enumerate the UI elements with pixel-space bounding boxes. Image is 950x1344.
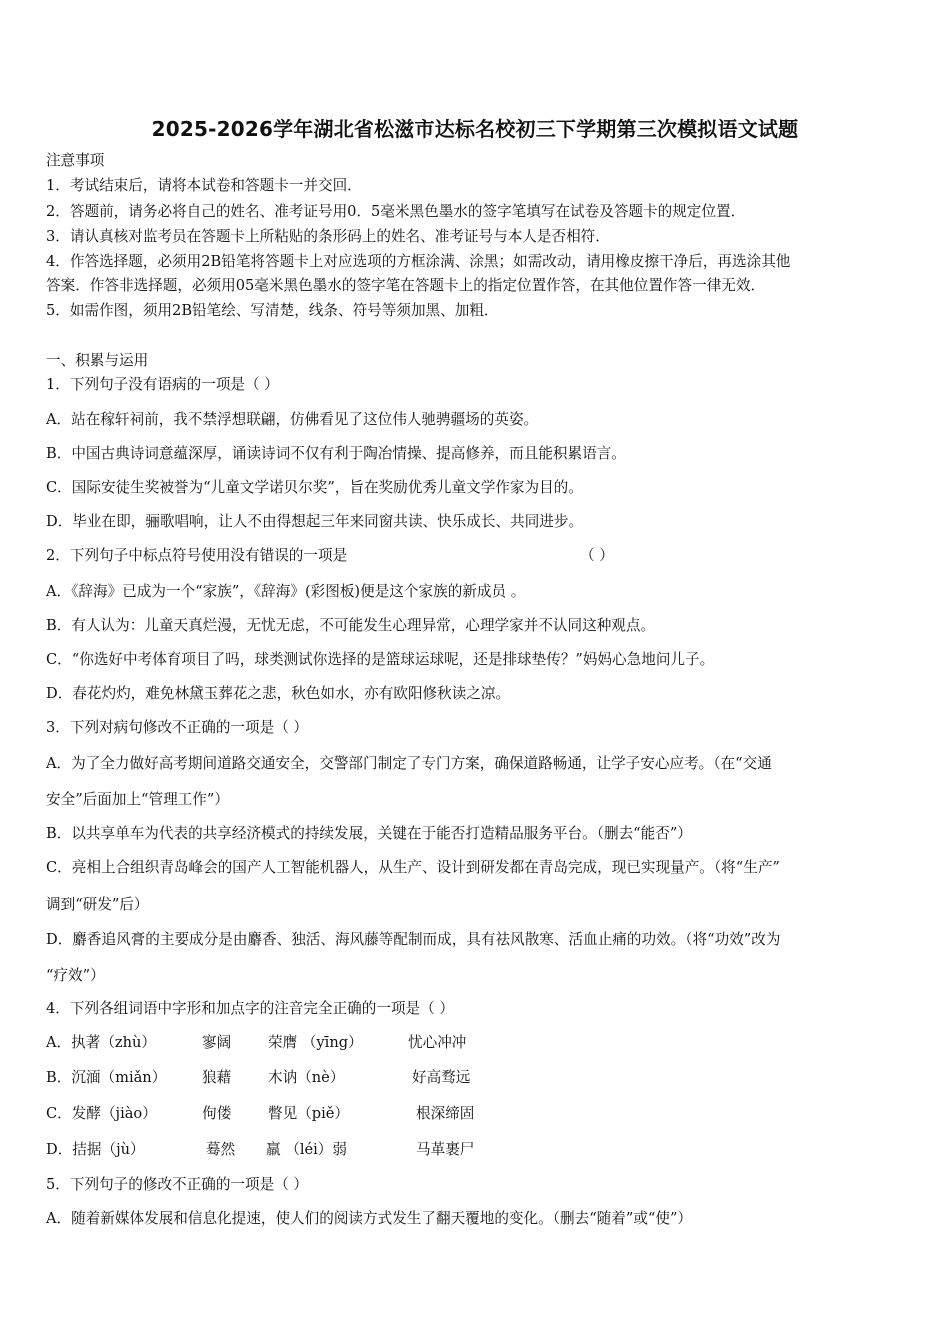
notice-item-1: 1．考试结束后，请将本试卷和答题卡一并交回． <box>46 177 362 194</box>
question-4-option-c-3: 瞥见（piě） <box>268 1105 350 1122</box>
question-2-stem: 2．下列句子中标点符号使用没有错误的一项是 <box>46 547 348 564</box>
question-5-option-a: A．随着新媒体发展和信息化提速，使人们的阅读方式发生了翻天覆地的变化。（删去“随着”或“使”） <box>46 1210 693 1227</box>
notice-heading: 注意事项 <box>46 152 105 169</box>
question-4-option-c-1: C．发酵（jiào） <box>46 1105 157 1122</box>
page-title: 2025-2026学年湖北省松滋市达标名校初三下学期第三次模拟语文试题 <box>151 117 799 141</box>
question-5-stem: 5．下列句子的修改不正确的一项是（ ） <box>46 1176 309 1193</box>
question-4-option-b-1: B．沉湎（miǎn） <box>46 1069 167 1086</box>
question-1-option-b: B．中国古典诗词意蕴深厚，诵读诗词不仅有利于陶冶情操、提高修养，而且能积累语言。 <box>46 445 626 462</box>
question-3-option-c: C．亮相上合组织青岛峰会的国产人工智能机器人，从生产、设计到研发都在青岛完成，现已实现量产。（将“生产” <box>46 859 780 876</box>
question-4-stem: 4．下列各组词语中字形和加点字的注音完全正确的一项是（ ） <box>46 1000 454 1017</box>
question-1-option-c: C．国际安徒生奖被誉为“儿童文学诺贝尔奖”，旨在奖励优秀儿童文学作家为目的。 <box>46 479 583 496</box>
question-3-option-c-cont: 调到“研发”后） <box>46 896 149 913</box>
notice-item-4-cont: 答案．作答非选择题，必须用05毫米黑色墨水的签字笔在答题卡上的指定位置作答，在其他位置作答一律无效． <box>46 277 766 294</box>
section-heading: 一、积累与运用 <box>46 352 149 369</box>
question-3-option-d: D．麝香追风膏的主要成分是由麝香、独活、海风藤等配制而成，具有祛风散寒、活血止痛的功效。（将“功效”改为 <box>46 931 781 948</box>
question-4-option-d-2: 蓦然 <box>206 1141 236 1158</box>
notice-item-2: 2．答题前，请务必将自己的姓名、准考证号用0．5毫米黑色墨水的签字笔填写在试卷及答题卡的规定位置． <box>46 203 746 220</box>
question-4-option-d-1: D．拮据（jù） <box>46 1141 145 1158</box>
notice-item-4: 4．作答选择题，必须用2B铅笔将答题卡上对应选项的方框涂满、涂黑；如需改动，请用橡皮擦干净后，再选涂其他 <box>46 253 791 270</box>
question-4-option-c-4: 根深缔固 <box>416 1105 475 1122</box>
question-4-option-d-3: 羸 （léi）弱 <box>266 1141 347 1158</box>
question-3-option-a: A．为了全力做好高考期间道路交通安全，交警部门制定了专门方案，确保道路畅通，让学子安心应考。（在“交通 <box>46 755 772 772</box>
question-2-option-d: D．春花灼灼，难免林黛玉葬花之悲，秋色如水，亦有欧阳修秋读之凉。 <box>46 685 511 702</box>
question-1-stem: 1．下列句子没有语病的一项是（ ） <box>46 376 279 393</box>
question-1-option-a: A．站在稼轩祠前，我不禁浮想联翩，仿佛看见了这位伟人驰骋疆场的英姿。 <box>46 411 539 428</box>
question-2-paren: （ ） <box>580 547 614 564</box>
question-4-option-a-3: 荣膺 （yīng） <box>268 1034 363 1051</box>
question-4-option-a-2: 寥阔 <box>202 1034 232 1051</box>
question-3-stem: 3．下列对病句修改不正确的一项是（ ） <box>46 719 309 736</box>
question-4-option-c-2: 佝偻 <box>202 1105 232 1122</box>
question-4-option-b-4: 好高骛远 <box>412 1069 471 1086</box>
question-3-option-a-cont: 安全”后面加上“管理工作”） <box>46 791 229 808</box>
question-4-option-b-3: 木讷（nè） <box>268 1069 345 1086</box>
notice-item-3: 3．请认真核对监考员在答题卡上所粘贴的条形码上的姓名、准考证号与本人是否相符． <box>46 228 610 245</box>
question-3-option-b: B．以共享单车为代表的共享经济模式的持续发展，关键在于能否打造精品服务平台。（删去“能否”） <box>46 825 692 842</box>
question-4-option-a-4: 忧心冲冲 <box>408 1034 467 1051</box>
question-3-option-d-cont: “疗效”） <box>46 967 105 984</box>
question-2-option-a: A．《辞海》已成为一个“家族”，《辞海》(彩图板)便是这个家族的新成员 。 <box>46 583 526 600</box>
notice-item-5: 5．如需作图，须用2B铅笔绘、写清楚，线条、符号等须加黑、加粗． <box>46 302 499 319</box>
question-4-option-d-4: 马革裹尸 <box>416 1141 475 1158</box>
question-4-option-a-1: A．执著（zhù） <box>46 1034 156 1051</box>
question-2-option-c: C．“你选好中考体育项目了吗，球类测试你选择的是篮球运球呢，还是排球垫传？”妈妈心急地问儿子。 <box>46 651 715 668</box>
question-2-option-b: B．有人认为：儿童天真烂漫，无忧无虑，不可能发生心理异常，心理学家并不认同这种观点。 <box>46 617 656 634</box>
question-4-option-b-2: 狼藉 <box>202 1069 232 1086</box>
question-1-option-d: D．毕业在即，骊歌唱响，让人不由得想起三年来同窗共读、快乐成长、共同进步。 <box>46 513 584 530</box>
